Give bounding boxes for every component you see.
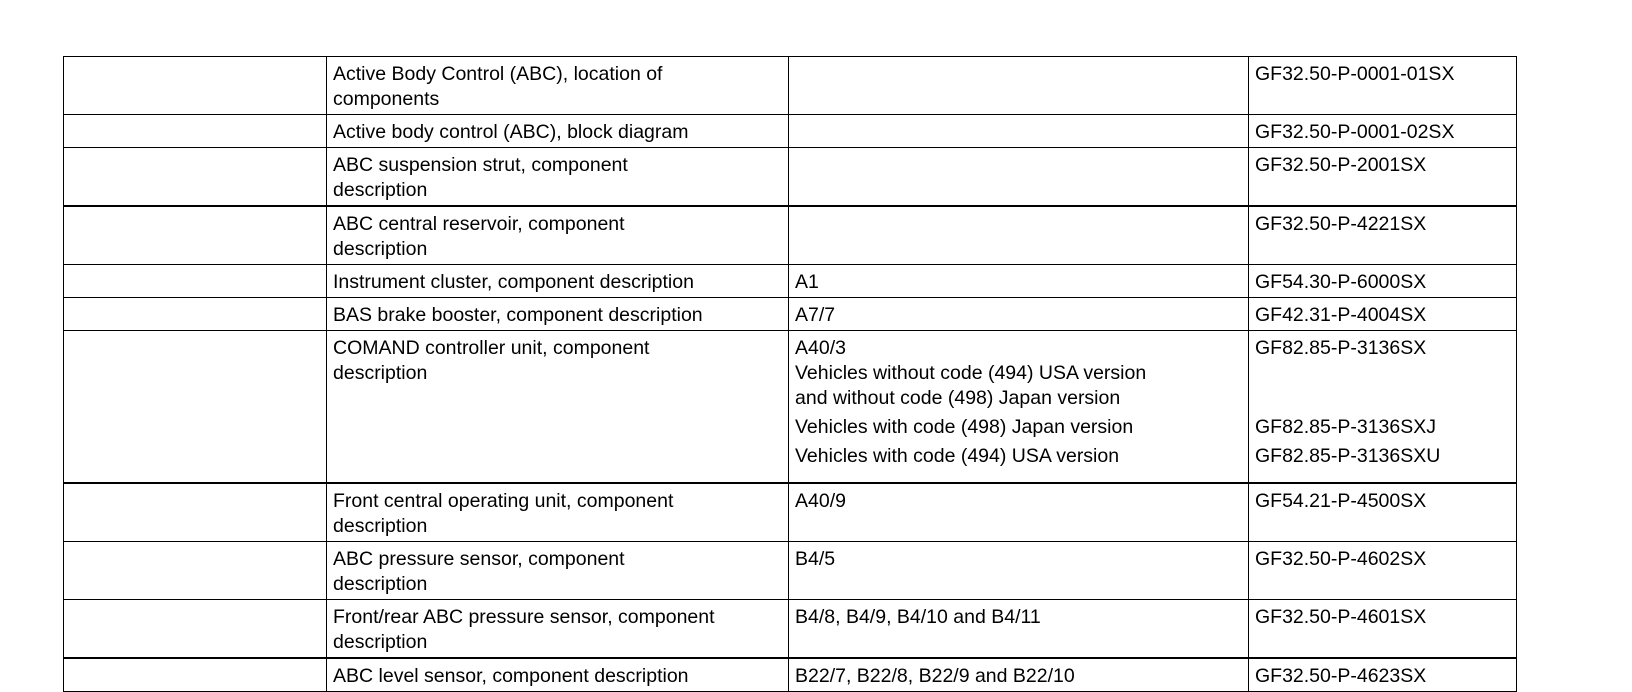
description-cell: ABC level sensor, component description [327,658,789,692]
variant-text: Vehicles with code (498) Japan version [795,416,1134,438]
designation-cell [789,115,1249,148]
table-row [64,206,1517,265]
document-number-cell: GF32.50-P-0001-02SX [1249,115,1517,148]
table-row [64,331,1517,484]
document-number-cell: GF32.50-P-4221SX [1249,206,1517,265]
blank-cell [64,148,327,207]
description-cell: Active Body Control (ABC), location of components [327,57,789,115]
variant-document: GF82.85-P-3136SXU [1255,445,1441,467]
table-row [64,265,1517,298]
blank-cell [64,206,327,265]
blank-cell [64,658,327,692]
document-number-cell: GF54.30-P-6000SX [1249,265,1517,298]
designation-cell: A1 [789,265,1249,298]
document-number-cell: GF32.50-P-4601SX [1249,600,1517,659]
blank-cell [64,115,327,148]
description-cell: ABC central reservoir, component description [327,206,789,265]
table-row [64,658,1517,692]
blank-cell [64,331,327,484]
description-cell: Front/rear ABC pressure sensor, component description [327,600,789,659]
document-number-cell: GF32.50-P-2001SX [1249,148,1517,207]
blank-cell [64,265,327,298]
table-row [64,600,1517,659]
designation-cell [789,331,1249,484]
variant-text: Vehicles without code (494) USA version [795,362,1147,384]
table-row [64,57,1517,115]
description-cell: COMAND controller unit, component description [327,331,789,484]
table-row [64,483,1517,542]
document-number-cell: GF32.50-P-4623SX [1249,658,1517,692]
table-row [64,148,1517,207]
blank-cell [64,600,327,659]
table-row [64,542,1517,600]
designation-cell [789,206,1249,265]
description-cell: ABC suspension strut, component description [327,148,789,207]
description-cell: ABC pressure sensor, component description [327,542,789,600]
designation-cell [789,57,1249,115]
document-number-cell: GF32.50-P-4602SX [1249,542,1517,600]
variant-text: and without code (498) Japan version [795,387,1121,409]
table-row [64,115,1517,148]
blank-cell [64,298,327,331]
description-cell: BAS brake booster, component description [327,298,789,331]
designation-cell: B22/7, B22/8, B22/9 and B22/10 [789,658,1249,692]
document-number-cell [1249,331,1517,484]
designation-cell: B4/8, B4/9, B4/10 and B4/11 [789,600,1249,659]
blank-cell [64,542,327,600]
table-row [64,298,1517,331]
document-number-cell: GF54.21-P-4500SX [1249,483,1517,542]
designation-code: A40/3 [795,337,846,359]
designation-cell: A40/9 [789,483,1249,542]
blank-cell [64,57,327,115]
component-reference-table [63,56,1517,692]
designation-cell [789,148,1249,207]
document-number-cell: GF42.31-P-4004SX [1249,298,1517,331]
designation-cell: B4/5 [789,542,1249,600]
document-number-cell: GF32.50-P-0001-01SX [1249,57,1517,115]
description-cell: Front central operating unit, component description [327,483,789,542]
variant-document: GF82.85-P-3136SXJ [1255,416,1437,438]
blank-cell [64,483,327,542]
description-cell: Active body control (ABC), block diagram [327,115,789,148]
description-cell: Instrument cluster, component description [327,265,789,298]
variant-text: Vehicles with code (494) USA version [795,445,1120,467]
variant-document: GF82.85-P-3136SX [1255,337,1427,359]
designation-cell: A7/7 [789,298,1249,331]
